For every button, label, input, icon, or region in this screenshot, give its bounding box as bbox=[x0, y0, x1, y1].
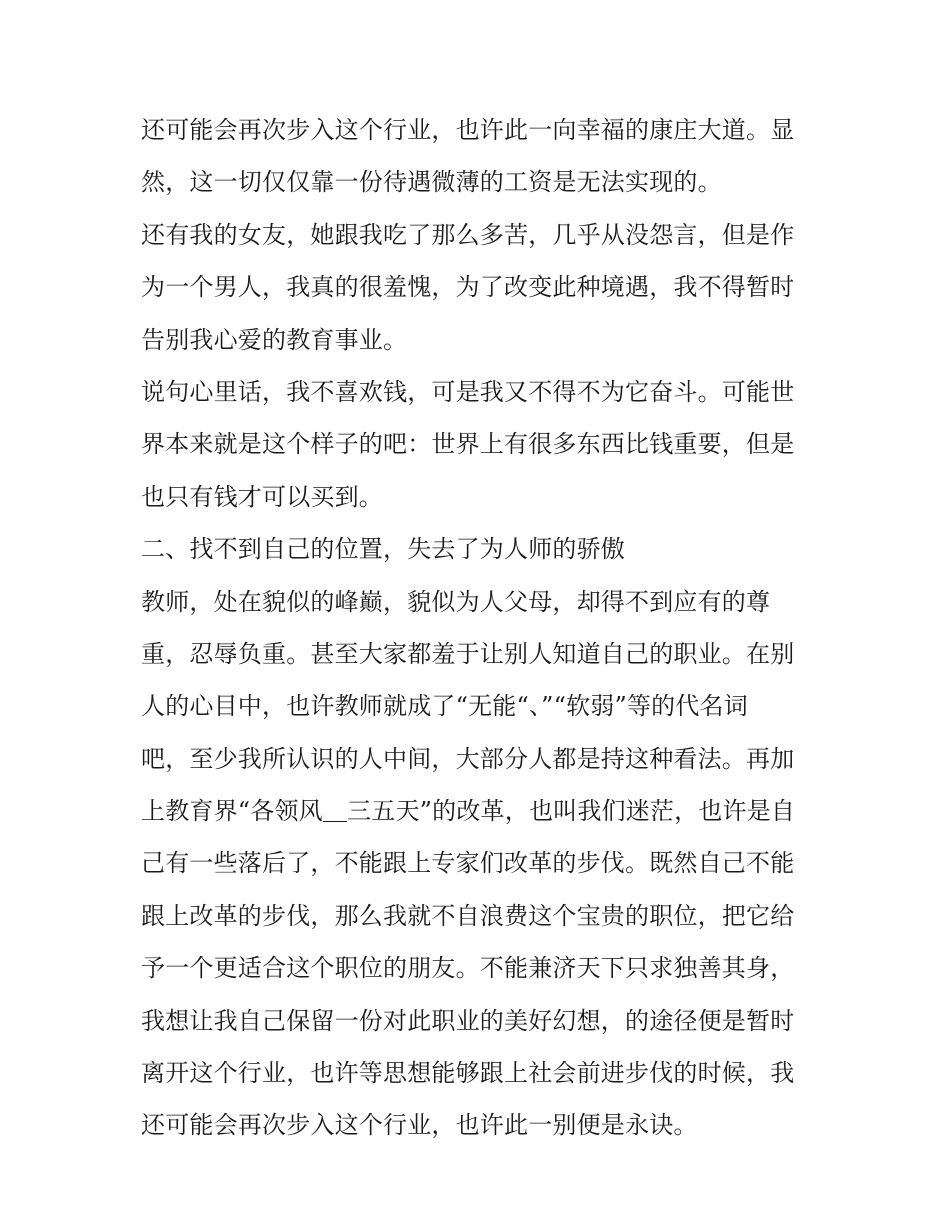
text-line: 予一个更适合这个职位的朋友。不能兼济天下只求独善其身， bbox=[141, 954, 795, 983]
text-line: 人的心目中，也许教师就成了“无能“、”“软弱”等的代名词 bbox=[141, 692, 748, 721]
text-line: 也只有钱才可以买到。 bbox=[141, 482, 383, 511]
text-line: 重，忍辱负重。甚至大家都羞于让别人知道自己的职业。在别 bbox=[141, 639, 795, 668]
text-line: 己有一些落后了，不能跟上专家们改革的步伐。既然自己不能 bbox=[141, 849, 795, 878]
text-line: 告别我心爱的教育事业。 bbox=[141, 325, 408, 354]
text-line: 我想让我自己保留一份对此职业的美好幻想，的途径便是暂时 bbox=[141, 1006, 795, 1035]
document-body bbox=[141, 104, 821, 1152]
text-line: 然，这一切仅仅靠一份待遇微薄的工资是无法实现的。 bbox=[141, 168, 722, 197]
text-line: 教师，处在貌似的峰巅，貌似为人父母，却得不到应有的尊 bbox=[141, 587, 771, 616]
text-line: 界本来就是这个样子的吧：世界上有很多东西比钱重要，但是 bbox=[141, 430, 795, 459]
text-line: 还有我的女友，她跟我吃了那么多苦，几乎从没怨言，但是作 bbox=[141, 220, 795, 249]
text-line: 还可能会再次步入这个行业，也许此一别便是永诀。 bbox=[141, 1111, 698, 1140]
text-line: 为一个男人，我真的很羞愧，为了改变此种境遇，我不得暂时 bbox=[141, 273, 795, 302]
text-line: 离开这个行业，也许等思想能够跟上社会前进步伐的时候，我 bbox=[141, 1059, 795, 1088]
text-line: 跟上改革的步伐，那么我就不自浪费这个宝贵的职位，把它给 bbox=[141, 901, 795, 930]
section-heading: 二、找不到自己的位置，失去了为人师的骄傲 bbox=[141, 535, 625, 564]
text-line: 还可能会再次步入这个行业，也许此一向幸福的康庄大道。显 bbox=[141, 116, 795, 144]
text-line: 说句心里话，我不喜欢钱，可是我又不得不为它奋斗。可能世 bbox=[141, 377, 795, 406]
text-line: 吧，至少我所认识的人中间，大部分人都是持这种看法。再加 bbox=[141, 744, 795, 773]
text-line: 上教育界“各领风＿三五天”的改革，也叫我们迷茫，也许是自 bbox=[141, 797, 796, 826]
